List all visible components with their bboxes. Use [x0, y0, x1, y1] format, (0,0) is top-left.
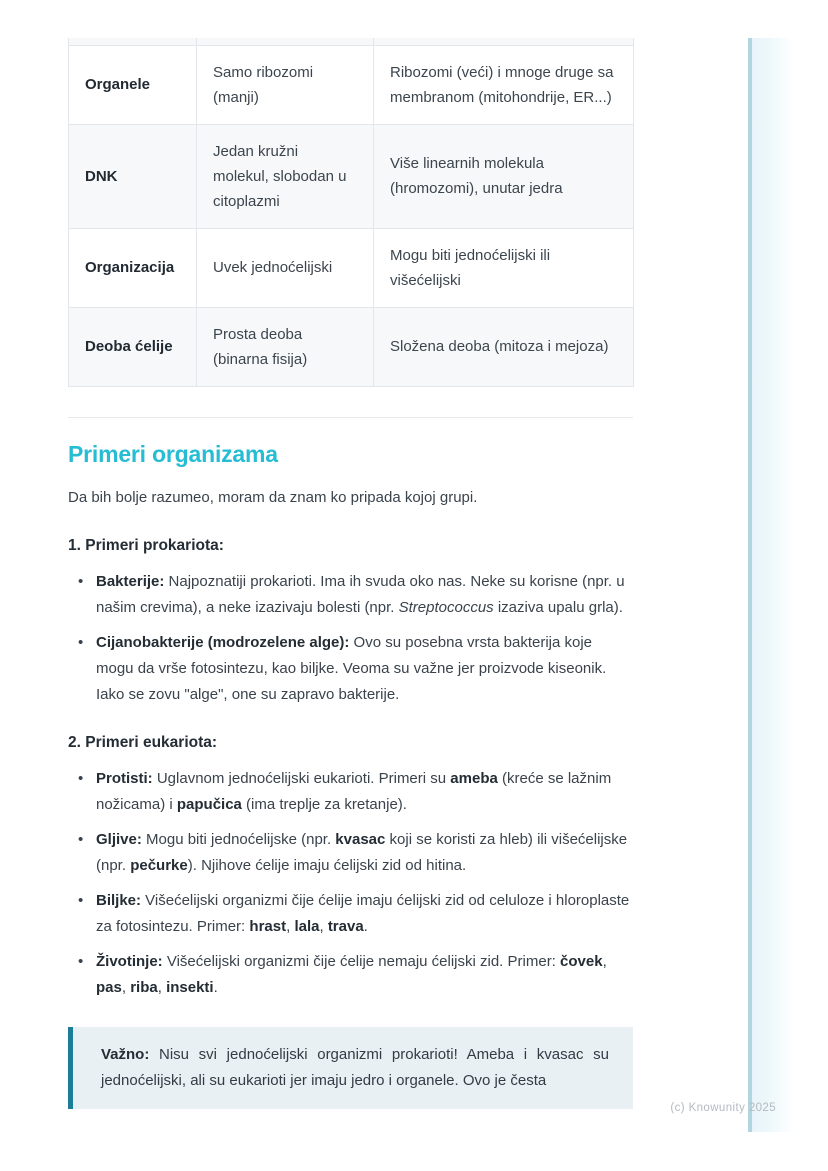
- bold-text: Cijanobakterije (modrozelene alge):: [96, 633, 350, 651]
- section-heading: Primeri organizama: [68, 440, 278, 467]
- row-label-cell: DNK: [69, 124, 197, 228]
- table-row: [69, 228, 634, 307]
- text-run: Najpoznatiji prokarioti. Ima ih svuda oko nas. Neke su korisne (npr. u našim crevima), a neke izazivaju bolesti (npr.: [96, 572, 625, 616]
- eukaryote-cell: Složena deoba (mitoza i mejoza): [374, 307, 634, 386]
- text-run: ,: [157, 978, 167, 996]
- groups: [68, 537, 633, 1001]
- bullet-list: [68, 766, 633, 1001]
- row-label-cell: [69, 38, 197, 45]
- group-title: 1. Primeri prokariota:: [68, 536, 224, 554]
- text-run: .: [363, 917, 368, 935]
- bold-text: lala: [294, 917, 320, 935]
- text-run: Nisu svi jednoćelijski organizmi prokarioti! Ameba i kvasac su jednoćelijski, ali su eukarioti jer imaju jedro i organele. Ovo je česta: [101, 1045, 609, 1089]
- bold-text: pas: [96, 978, 122, 996]
- list-item: [68, 569, 633, 621]
- row-label-cell: Deoba ćelije: [69, 307, 197, 386]
- text-run: Uglavnom jednoćelijski eukarioti. Primeri su: [152, 769, 451, 787]
- comparison-table: [68, 38, 634, 387]
- text-run: ,: [286, 917, 295, 935]
- horizontal-divider: [68, 417, 633, 418]
- page-content: [68, 38, 633, 1109]
- bullet-list: [68, 569, 633, 708]
- copyright-watermark: (c) Knowunity 2025: [670, 1102, 776, 1114]
- text-run: ,: [602, 952, 607, 970]
- bold-text: Životinje:: [96, 952, 163, 970]
- bold-text: ameba: [450, 769, 498, 787]
- text-run: ,: [121, 978, 131, 996]
- bold-text: Protisti:: [96, 769, 153, 787]
- list-item: [68, 630, 633, 708]
- list-item: [68, 827, 633, 879]
- bold-text: pečurke: [130, 856, 188, 874]
- important-callout: [68, 1027, 633, 1109]
- prokaryote-cell: Prosta deoba (binarna fisija): [197, 307, 374, 386]
- bold-text: papučica: [176, 795, 242, 813]
- comparison-table-body: [69, 38, 634, 386]
- text-run: ). Njihove ćelije imaju ćelijski zid od hitina.: [187, 856, 467, 874]
- text-run: Ovo su posebna vrsta bakterija koje mogu da vrše fotosintezu, kao biljke. Veoma su važne jer proizvode kiseonik. Iako se zovu "alge", one su zapravo bakterije.: [96, 633, 607, 703]
- intro-paragraph: Da bih bolje razumeo, moram da znam ko pripada kojoj grupi.: [68, 488, 478, 506]
- text-run: Višećelijski organizmi čije ćelije nemaju ćelijski zid. Primer:: [162, 952, 561, 970]
- bold-text: hrast: [249, 917, 287, 935]
- list-item: [68, 888, 633, 940]
- table-row: [69, 38, 634, 45]
- page-edge-strip: [748, 38, 792, 1132]
- text-run: (kreće se lažnim nožicama) i: [96, 769, 612, 813]
- text-run: ,: [319, 917, 328, 935]
- text-run: .: [213, 978, 218, 996]
- bold-text: kvasac: [335, 830, 386, 848]
- eukaryote-cell: [374, 38, 634, 45]
- table-row: [69, 45, 634, 124]
- bold-text: Bakterije:: [96, 572, 165, 590]
- list-item: [68, 766, 633, 818]
- row-label-cell: Organizacija: [69, 228, 197, 307]
- italic-text: Streptococcus: [398, 598, 494, 616]
- row-label-cell: Organele: [69, 45, 197, 124]
- text-run: (ima treplje za kretanje).: [241, 795, 407, 813]
- list-item: [68, 949, 633, 1001]
- eukaryote-cell: Više linearnih molekula (hromozomi), unutar jedra: [374, 124, 634, 228]
- callout-text: [101, 1046, 609, 1089]
- bold-text: čovek: [560, 952, 603, 970]
- group-title: 2. Primeri eukariota:: [68, 733, 218, 751]
- prokaryote-cell: Jedan kružni molekul, slobodan u citoplazmi: [197, 124, 374, 228]
- prokaryote-cell: [197, 38, 374, 45]
- bold-text: Gljive:: [96, 830, 142, 848]
- bold-text: insekti: [166, 978, 214, 996]
- text-run: koji se koristi za hleb) ili višećelijske (npr.: [96, 830, 628, 874]
- eukaryote-cell: Ribozomi (veći) i mnoge druge sa membranom (mitohondrije, ER...): [374, 45, 634, 124]
- bold-text: trava: [327, 917, 364, 935]
- text-run: izaziva upalu grla).: [493, 598, 623, 616]
- table-row: [69, 307, 634, 386]
- eukaryote-cell: Mogu biti jednoćelijski ili višećelijski: [374, 228, 634, 307]
- prokaryote-cell: Uvek jednoćelijski: [197, 228, 374, 307]
- bold-text: Biljke:: [96, 891, 142, 909]
- text-run: Mogu biti jednoćelijske (npr.: [141, 830, 336, 848]
- text-run: Višećelijski organizmi čije ćelije imaju ćelijski zid od celuloze i hloroplaste za fotosintezu. Primer:: [96, 891, 630, 935]
- table-row: [69, 124, 634, 228]
- prokaryote-cell: Samo ribozomi (manji): [197, 45, 374, 124]
- bold-text: Važno:: [101, 1045, 150, 1063]
- bold-text: riba: [130, 978, 158, 996]
